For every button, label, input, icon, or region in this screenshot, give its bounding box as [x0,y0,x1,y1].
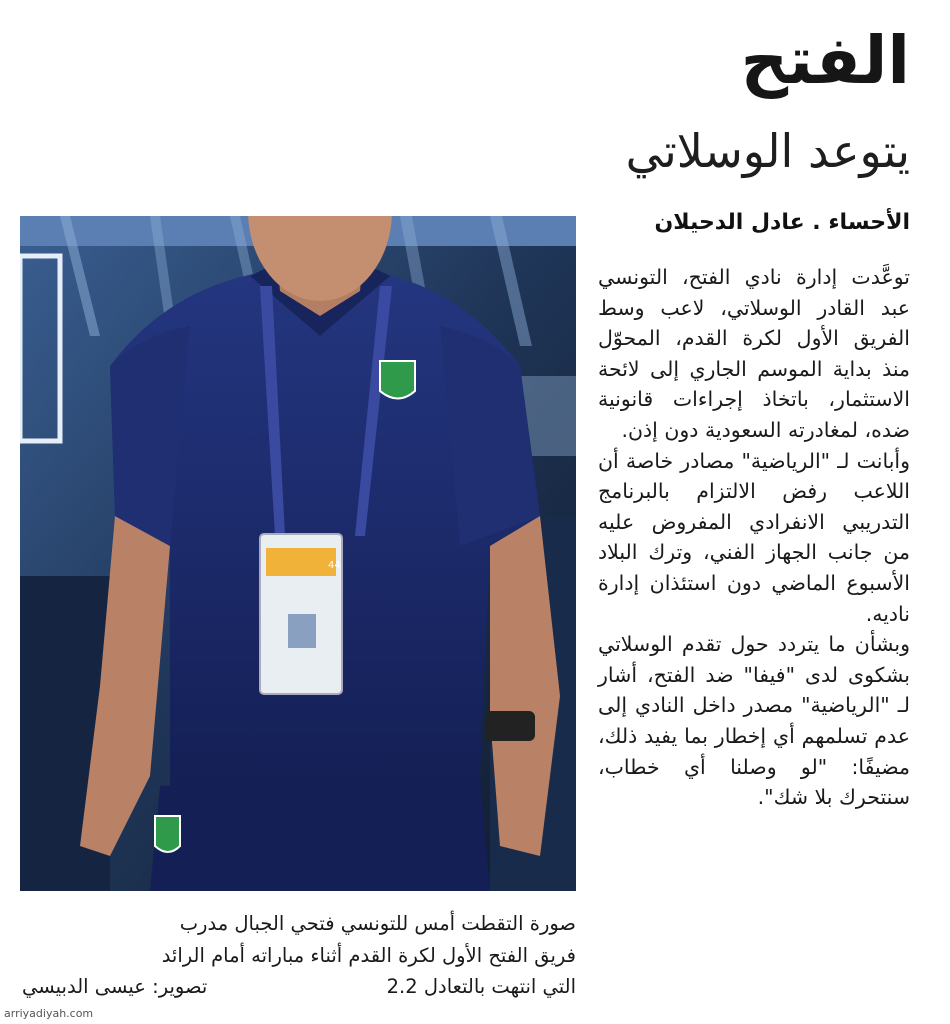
photo-caption [22,908,576,1003]
article-paragraph-2: وأبانت لـ "الرياضية" مصادر خاصة أن اللاعب رفض الالتزام بالبرنامج التدريبي الانفرادي المفروض عليه من جانب الجهاز الفني، وترك البلاد الأسبوع الماضي دون استئذان إدارة ناديه. [598,448,910,626]
byline: الأحساء . عادل الدحيلان [654,210,910,235]
headline-main: الفتح [740,22,910,99]
caption-line-2: فريق الفتح الأول لكرة القدم أثناء مباراته أمام الرائد [161,943,576,967]
article-paragraph-3: وبشأن ما يتردد حول تقدم الوسلاتي بشكوى لدى "فيفا" ضد الفتح، أشار لـ "الرياضية" مصدر داخل النادي إلى عدم تسلمهم أي إخطار بما يفيد ذلك، مضيفًا: "لو وصلنا أي خطاب، سنتحرك بلا شك". [598,632,910,810]
article-paragraph-1: توعَّدت إدارة نادي الفتح، التونسي عبد القادر الوسلاتي، لاعب وسط الفريق الأول لكرة القدم، المحوّل منذ بداية الموسم الجاري إلى لائحة الاستثمار، باتخاذ إجراءات قانونية ضده، لمغادرته السعودية دون إذن. [598,265,910,442]
site-watermark: arriyadiyah.com [4,1007,94,1020]
caption-line-1: صورة التقطت أمس للتونسي فتحي الجبال مدرب [179,912,576,935]
article-body [598,262,910,813]
headline-sub: يتوعد الوسلاتي [625,124,910,178]
caption-line-3 [22,971,576,1003]
badge-number: 44 [328,560,341,571]
photo-credit: تصوير: عيسى الدبيسي [22,975,208,998]
caption-text-end: التي انتهت بالتعادل 2.2 [386,975,576,998]
coach-photo [20,216,576,891]
